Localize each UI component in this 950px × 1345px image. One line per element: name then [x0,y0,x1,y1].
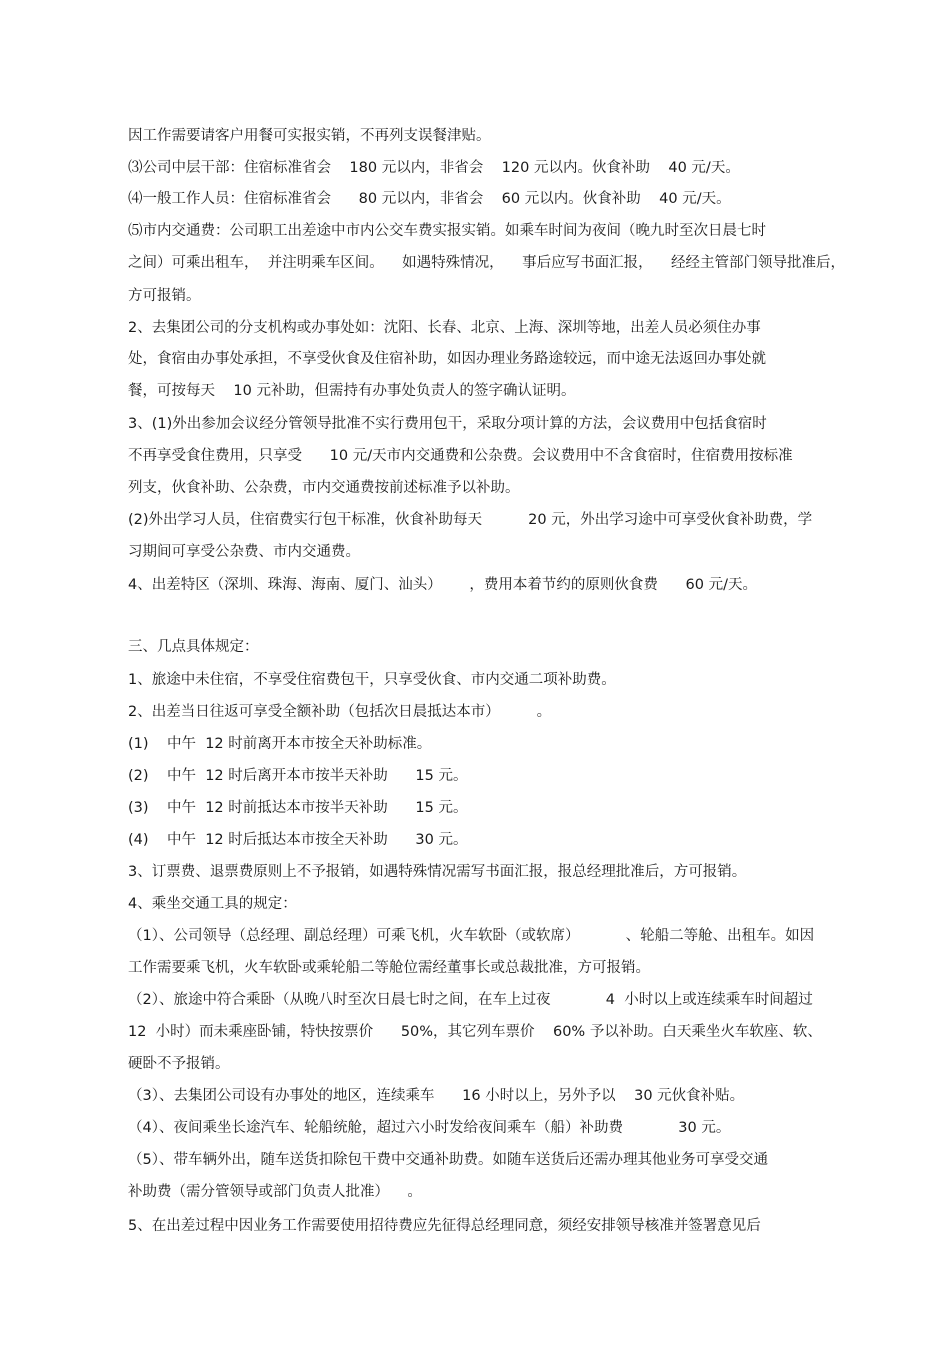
text-line: ⑶公司中层干部：住宿标准省会 180 元以内，非省会 120 元以内。伙食补助 40 元/天。 [128,160,740,176]
text-line: 餐，可按每天 10 元补助，但需持有办事处负责人的签字确认证明。 [128,383,576,399]
text-line: 因工作需要请客户用餐可实报实销，不再列支误餐津贴。 [128,128,491,144]
text-line: （3）、去集团公司设有办事处的地区，连续乘车 16 小时以上，另外予以 30 元伙食补贴。 [128,1088,745,1104]
text-line: 补助费（需分管领导或部门负责人批准） 。 [128,1184,422,1200]
text-line: 12 小时）而未乘座卧铺，特快按票价 50%，其它列车票价 60% 予以补助。白天乘坐火车软座、软、 [128,1024,822,1040]
text-line: 5、在出差过程中因业务工作需要使用招待费应先征得总经理同意，须经安排领导核准并签署意见后 [128,1218,761,1234]
text-line: 习期间可享受公杂费、市内交通费。 [128,544,360,560]
text-line: （5）、带车辆外出，随车送货扣除包干费中交通补助费。如随车送货后还需办理其他业务可享受交通 [128,1152,768,1168]
text-line: 2、去集团公司的分支机构或办事处如：沈阳、长春、北京、上海、深圳等地，出差人员必须住办事 [128,320,761,336]
text-line: (4) 中午 12 时后抵达本市按全天补助 30 元。 [128,832,468,848]
text-line: ⑸市内交通费：公司职工出差途中市内公交车费实报实销。如乘车时间为夜间（晚九时至次日晨七时 [128,223,766,239]
text-line: (1) 中午 12 时前离开本市按全天补助标准。 [128,736,432,752]
text-line: 之间）可乘出租车， 并注明乘车区间。 如遇特殊情况， 事后应写书面汇报， 经经主管部门领导批准后， [128,255,846,271]
text-line: 3、订票费、退票费原则上不予报销，如遇特殊情况需写书面汇报，报总经理批准后，方可报销。 [128,864,747,880]
text-line: 硬卧不予报销。 [128,1056,230,1072]
text-line: (3) 中午 12 时前抵达本市按半天补助 15 元。 [128,800,468,816]
text-line: 工作需要乘飞机，火车软卧或乘轮船二等舱位需经董事长或总裁批准，方可报销。 [128,960,650,976]
text-line: (2) 中午 12 时后离开本市按半天补助 15 元。 [128,768,468,784]
text-line: 4、乘坐交通工具的规定： [128,896,297,912]
text-line: 列支，伙食补助、公杂费，市内交通费按前述标准予以补助。 [128,480,520,496]
section-heading: 三、几点具体规定： [128,639,259,655]
text-line: 2、出差当日往返可享受全额补助（包括次日晨抵达本市） 。 [128,704,552,720]
text-line: 4、出差特区（深圳、珠海、海南、厦门、汕头） ，费用本着节约的原则伙食费 60 元/天。 [128,577,757,593]
text-line: （2）、旅途中符合乘卧（从晚八时至次日晨七时之间，在车上过夜 4 小时以上或连续乘车时间超过 [128,992,813,1008]
text-line: ⑷一般工作人员：住宿标准省会 80 元以内，非省会 60 元以内。伙食补助 40 元/天。 [128,191,731,207]
text-line: 处，食宿由办事处承担，不享受伙食及住宿补助，如因办理业务路途较远，而中途无法返回办事处就 [128,351,766,367]
text-line: 方可报销。 [128,288,201,304]
text-line: 1、旅途中未住宿，不享受住宿费包干，只享受伙食、市内交通二项补助费。 [128,672,616,688]
text-line: （1）、公司领导（总经理、副总经理）可乘飞机，火车软卧（或软席） 、轮船二等舱、出租车。如因 [128,928,815,944]
text-line: 不再享受食住费用，只享受 10 元/天市内交通费和公杂费。会议费用中不含食宿时，住宿费用按标准 [128,448,793,464]
text-line: （4）、夜间乘坐长途汽车、轮船统舱，超过六小时发给夜间乘车（船）补助费 30 元。 [128,1120,731,1136]
text-line: (2)外出学习人员，住宿费实行包干标准，伙食补助每天 20 元，外出学习途中可享受伙食补助费，学 [128,512,813,528]
text-line: 3、(1)外出参加会议经分管领导批准不实行费用包干，采取分项计算的方法，会议费用中包括食宿时 [128,416,767,432]
